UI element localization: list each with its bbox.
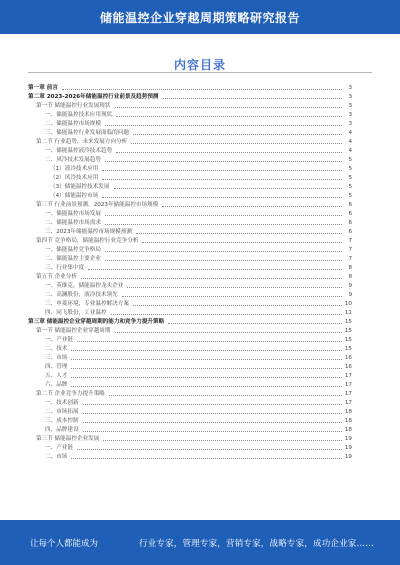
toc-entry-page: 3: [344, 94, 352, 100]
toc-entry-title: 一、储能温控技术应用现状: [28, 110, 114, 118]
toc-entry[interactable]: [28, 352, 352, 361]
toc-entry-title: 一、英维克，储能温控龙头企业: [28, 281, 125, 289]
toc-entry-page: 15: [344, 337, 352, 343]
toc-entry-page: 8: [344, 274, 352, 280]
toc-entry-title: 一、产业链: [28, 443, 75, 451]
toc-entry-title: 一、储能温控市场发展: [28, 209, 103, 217]
toc-entry-page: 4: [344, 130, 352, 136]
toc-entry-page: 4: [344, 148, 352, 154]
toc-entry-title: 第三节 储能温控企业发展: [28, 434, 101, 442]
report-header-banner: [0, 0, 400, 34]
toc-dot-leader: [105, 210, 342, 216]
toc-entry[interactable]: [28, 100, 352, 109]
toc-entry[interactable]: [28, 415, 352, 424]
toc-dot-leader: [105, 246, 342, 252]
toc-entry[interactable]: [28, 163, 352, 172]
toc-entry-title: 第一章 前言: [28, 85, 58, 91]
toc-entry-page: 18: [344, 409, 352, 415]
toc-entry[interactable]: [28, 334, 352, 343]
toc-entry[interactable]: [28, 181, 352, 190]
toc-entry-page: 5: [344, 193, 352, 199]
toc-entry[interactable]: [28, 82, 352, 91]
toc-heading: 内容目录: [173, 58, 226, 72]
toc-entry-title: 二、风冷技术发展趋势: [28, 155, 103, 163]
toc-entry-page: 18: [344, 427, 352, 433]
toc-dot-leader: [83, 417, 342, 423]
toc-entry-title: 第三章 储能温控企业穿越周期的能力和竞争力提升策略: [28, 319, 165, 325]
toc-entry-page: 3: [344, 103, 352, 109]
toc-entry-page: 19: [344, 436, 352, 442]
table-of-contents: [28, 82, 352, 460]
toc-dot-leader: [71, 381, 342, 387]
toc-entry[interactable]: [28, 424, 352, 433]
toc-dot-leader: [105, 255, 342, 261]
toc-dot-leader: [83, 399, 342, 405]
toc-dot-leader: [71, 354, 342, 360]
toc-dot-leader: [116, 147, 342, 153]
toc-entry-page: 10: [344, 301, 352, 307]
toc-entry[interactable]: [28, 289, 352, 298]
toc-dot-leader: [142, 237, 342, 243]
footer-slogan-right: 行业专家，管理专家，营销专家，战略专家，成功企业家……: [139, 539, 374, 549]
toc-entry-page: 15: [344, 328, 352, 334]
toc-entry-page: 5: [344, 175, 352, 181]
toc-entry[interactable]: [28, 154, 352, 163]
toc-entry-title: 三、申菱环境，专业温控解决方案: [28, 299, 131, 307]
toc-entry-title: 二、高澜股份，液冷技术领先: [28, 290, 120, 298]
toc-entry-page: 11: [344, 310, 352, 316]
toc-entry[interactable]: [28, 316, 352, 325]
toc-dot-leader: [127, 282, 342, 288]
toc-dot-leader: [105, 219, 342, 225]
toc-entry-page: 3: [344, 121, 352, 127]
toc-entry[interactable]: [28, 343, 352, 352]
toc-dot-leader: [105, 156, 342, 162]
toc-entry-title: 二、技术: [28, 344, 69, 352]
toc-entry-title: 一、储能温控液冷技术趋势: [28, 146, 114, 154]
toc-entry-page: 8: [344, 265, 352, 271]
toc-dot-leader: [102, 174, 342, 180]
toc-dot-leader: [71, 453, 342, 459]
toc-entry[interactable]: [28, 298, 352, 307]
toc-entry[interactable]: [28, 226, 352, 235]
toc-entry-title: （1）液冷技术应用: [28, 164, 100, 172]
toc-entry[interactable]: [28, 172, 352, 181]
toc-entry[interactable]: [28, 127, 352, 136]
toc-dot-leader: [136, 228, 342, 234]
toc-heading-divider: [28, 72, 372, 73]
toc-dot-leader: [133, 129, 342, 135]
toc-entry-title: 四、同飞股份，工业温控: [28, 308, 109, 316]
toc-entry[interactable]: [28, 388, 352, 397]
toc-entry-title: 第二节 企业竞争力提升策略: [28, 389, 107, 397]
toc-entry[interactable]: [28, 91, 352, 100]
toc-entry-title: 五、人才: [28, 371, 69, 379]
toc-entry[interactable]: [28, 271, 352, 280]
footer-slogan-left: 让每个人都能成为: [30, 539, 99, 549]
toc-entry-title: 第二节 行业趋势，未来发展方向分析: [28, 137, 129, 145]
toc-entry-title: 第四节 竞争格局，储能温控行业竞争分析: [28, 236, 140, 244]
toc-entry-title: 二、市场: [28, 452, 69, 460]
toc-dot-leader: [88, 264, 342, 270]
toc-entry-page: 3: [344, 112, 352, 118]
toc-entry-title: 六、品牌: [28, 380, 69, 388]
toc-entry-title: 四、管理: [28, 362, 69, 370]
footer-banner: [0, 520, 400, 565]
toc-entry-page: 15: [344, 319, 352, 325]
toc-entry-title: 二、储能温控主要企业: [28, 254, 103, 262]
toc-entry[interactable]: [28, 370, 352, 379]
toc-entry-page: 19: [344, 454, 352, 460]
toc-entry[interactable]: [28, 118, 352, 127]
toc-entry-title: 一、储能温控竞争格局: [28, 245, 103, 253]
toc-entry-page: 5: [344, 157, 352, 163]
toc-dot-leader: [71, 363, 342, 369]
toc-entry-title: 第二章 2023-2026年储能温控行业前景及趋势预测: [28, 94, 159, 100]
toc-dot-leader: [77, 336, 342, 342]
toc-dot-leader: [62, 84, 342, 90]
toc-entry-page: 7: [344, 256, 352, 262]
toc-entry-page: 17: [344, 373, 352, 379]
toc-entry-title: （4）储能温控市场: [28, 191, 100, 199]
toc-entry[interactable]: [28, 109, 352, 118]
toc-entry-title: 二、储能温控市场需求: [28, 218, 103, 226]
toc-entry-title: 第一节 储能温控行业发展现状: [28, 101, 113, 109]
toc-entry-page: 7: [344, 247, 352, 253]
toc-dot-leader: [115, 327, 343, 333]
toc-dot-leader: [103, 435, 342, 441]
toc-dot-leader: [83, 408, 342, 414]
toc-dot-leader: [109, 390, 342, 396]
toc-entry-title: 三、行业集中度: [28, 263, 86, 271]
toc-entry-title: （3）储能温控技术发展: [28, 182, 112, 190]
toc-entry[interactable]: [28, 208, 352, 217]
toc-dot-leader: [163, 93, 342, 99]
toc-entry[interactable]: [28, 280, 352, 289]
toc-dot-leader: [114, 183, 343, 189]
toc-entry[interactable]: [28, 145, 352, 154]
toc-entry[interactable]: [28, 136, 352, 145]
toc-entry[interactable]: [28, 451, 352, 460]
toc-entry-title: 二、市场拓展: [28, 407, 81, 415]
toc-entry-title: （2）风冷技术应用: [28, 173, 100, 181]
toc-entry[interactable]: [28, 217, 352, 226]
toc-entry-page: 9: [344, 292, 352, 298]
toc-entry[interactable]: [28, 379, 352, 388]
toc-entry-page: 6: [344, 211, 352, 217]
toc-entry-title: 三、成本控制: [28, 416, 81, 424]
toc-entry-title: 第三节 行业前景预测，2023年储能温控市场规模: [28, 200, 160, 208]
toc-entry-title: 一、技术创新: [28, 398, 81, 406]
toc-entry-page: 5: [344, 166, 352, 172]
toc-entry-title: 二、储能温控市场规模: [28, 119, 103, 127]
toc-entry[interactable]: [28, 406, 352, 415]
toc-entry[interactable]: [28, 442, 352, 451]
toc-entry-page: 7: [344, 238, 352, 244]
toc-entry-page: 6: [344, 220, 352, 226]
toc-dot-leader: [81, 273, 342, 279]
toc-dot-leader: [111, 309, 342, 315]
toc-entry-page: 19: [344, 445, 352, 451]
toc-dot-leader: [71, 345, 342, 351]
toc-entry-title: 一、产业链: [28, 335, 75, 343]
toc-entry-page: 17: [344, 391, 352, 397]
toc-entry-title: 第五节 企业分析: [28, 272, 79, 280]
toc-entry-page: 16: [344, 364, 352, 370]
toc-entry-page: 9: [344, 283, 352, 289]
toc-entry[interactable]: [28, 361, 352, 370]
toc-entry-page: 18: [344, 418, 352, 424]
toc-dot-leader: [116, 111, 342, 117]
toc-entry[interactable]: [28, 307, 352, 316]
toc-entry[interactable]: [28, 262, 352, 271]
toc-dot-leader: [105, 120, 342, 126]
toc-entry-title: 第一节 储能温控企业穿越周期: [28, 326, 113, 334]
toc-dot-leader: [77, 444, 342, 450]
toc-entry-page: 6: [344, 202, 352, 208]
toc-entry[interactable]: [28, 253, 352, 262]
toc-entry-title: 四、品牌建设: [28, 425, 81, 433]
toc-entry-title: 三、储能温控行业发展面临的问题: [28, 128, 131, 136]
toc-dot-leader: [122, 291, 342, 297]
toc-entry[interactable]: [28, 199, 352, 208]
toc-entry[interactable]: [28, 397, 352, 406]
toc-entry[interactable]: [28, 190, 352, 199]
toc-entry[interactable]: [28, 433, 352, 442]
toc-entry-title: 三、市场: [28, 353, 69, 361]
toc-entry[interactable]: [28, 325, 352, 334]
toc-entry-page: 5: [344, 184, 352, 190]
toc-dot-leader: [131, 138, 342, 144]
toc-dot-leader: [83, 426, 342, 432]
toc-dot-leader: [162, 201, 342, 207]
toc-entry[interactable]: [28, 244, 352, 253]
toc-entry-page: 17: [344, 382, 352, 388]
toc-entry-page: 17: [344, 400, 352, 406]
toc-entry-title: 三、2023年储能温控市场规模预测: [28, 227, 134, 235]
toc-dot-leader: [168, 318, 342, 324]
toc-entry-page: 4: [344, 139, 352, 145]
toc-entry-page: 15: [344, 346, 352, 352]
toc-entry-page: 3: [344, 85, 352, 91]
toc-entry-page: 16: [344, 355, 352, 361]
toc-entry[interactable]: [28, 235, 352, 244]
toc-dot-leader: [71, 372, 342, 378]
toc-dot-leader: [133, 300, 342, 306]
toc-dot-leader: [115, 102, 343, 108]
toc-dot-leader: [102, 192, 342, 198]
toc-dot-leader: [102, 165, 342, 171]
toc-entry-page: 6: [344, 229, 352, 235]
report-title: 储能温控企业穿越周期策略研究报告: [99, 11, 300, 25]
